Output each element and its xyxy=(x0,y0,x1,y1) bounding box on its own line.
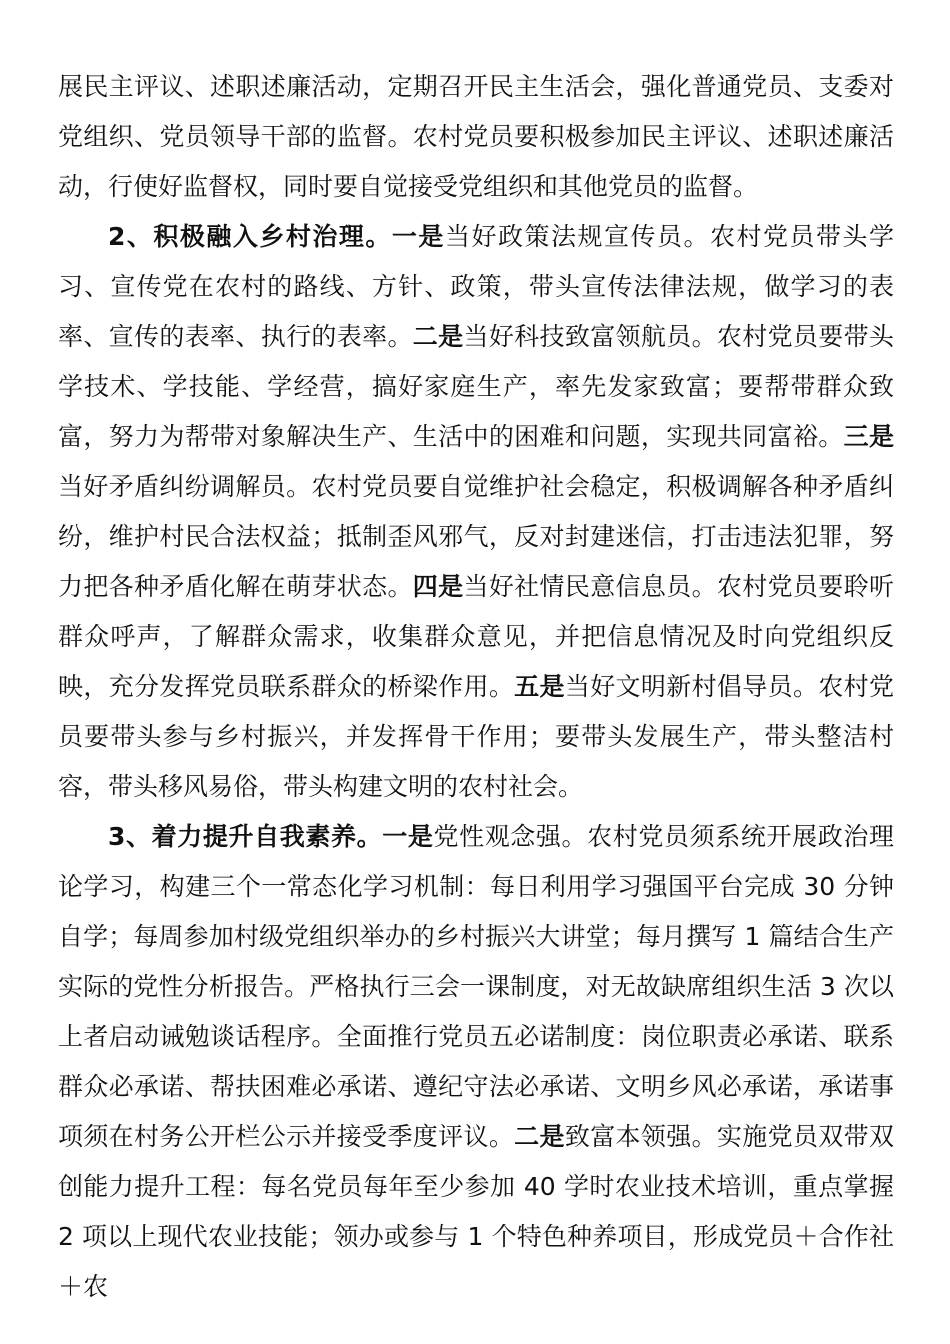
point-marker: 二是 xyxy=(412,322,464,351)
paragraph-text: 当好政策法规宣传员。农村党员带头学习、宣传党在农村的路线、方针、政策，带头宣传法律法规，做学习的表率、宣传的表率、执行的表率。 xyxy=(58,222,894,351)
point-marker: 二是 xyxy=(514,1122,565,1151)
section-heading: 3、着力提升自我素养。 xyxy=(108,822,383,851)
point-marker: 五是 xyxy=(514,672,565,701)
paragraph-rural-governance xyxy=(58,212,894,812)
paragraph-text: 党性观念强。农村党员须系统开展政治理论学习，构建三个一常态化学习机制：每日利用学习强国平台完成 30 分钟自学；每周参加村级党组织举办的乡村振兴大讲堂；每月撰写 1 篇结合生产实际的党性分析报告。严格执行三会一课制度，对无故缺席组织生活 3 次以上者启动诫勉谈话程序。全面推行党员五必诺制度：岗位职责必承诺、联系群众必承诺、帮扶困难必承诺、遵纪守法必承诺、文明乡风必承诺，承诺事项须在村务公开栏公示并接受季度评议。 xyxy=(58,822,894,1151)
paragraph-text: 当好科技致富领航员。农村党员要带头学技术、学技能、学经营，搞好家庭生产，率先发家致富；要帮带群众致富，努力为帮带对象解决生产、生活中的困难和问题，实现共同富裕。 xyxy=(58,322,894,451)
point-marker: 一是 xyxy=(382,822,434,851)
paragraph-self-improvement xyxy=(58,812,894,1312)
point-marker: 一是 xyxy=(391,222,445,251)
point-marker: 四是 xyxy=(412,572,464,601)
paragraph-text: 当好文明新村倡导员。农村党员要带头参与乡村振兴，并发挥骨干作用；要带头发展生产，带头整洁村容，带头移风易俗，带头构建文明的农村社会。 xyxy=(58,672,894,801)
section-heading: 2、积极融入乡村治理。 xyxy=(108,222,392,251)
paragraph-text: 展民主评议、述职述廉活动，定期召开民主生活会，强化普通党员、支委对党组织、党员领导干部的监督。农村党员要积极参加民主评议、述职述廉活动，行使好监督权，同时要自觉接受党组织和其他党员的监督。 xyxy=(58,72,894,201)
document-page xyxy=(58,62,894,1312)
paragraph-text: 致富本领强。实施党员双带双创能力提升工程：每名党员每年至少参加 40 学时农业技术培训，重点掌握 2 项以上现代农业技能；领办或参与 1 个特色种养项目，形成党员＋合作社＋农 xyxy=(58,1122,894,1301)
paragraph-text: 当好矛盾纠纷调解员。农村党员要自觉维护社会稳定，积极调解各种矛盾纠纷，维护村民合法权益；抵制歪风邪气，反对封建迷信，打击违法犯罪，努力把各种矛盾化解在萌芽状态。 xyxy=(58,472,894,601)
paragraph-supervision xyxy=(58,62,894,212)
paragraph-text: 当好社情民意信息员。农村党员要聆听群众呼声，了解群众需求，收集群众意见，并把信息情况及时向党组织反映，充分发挥党员联系群众的桥梁作用。 xyxy=(58,572,894,701)
point-marker: 三是 xyxy=(843,422,894,451)
